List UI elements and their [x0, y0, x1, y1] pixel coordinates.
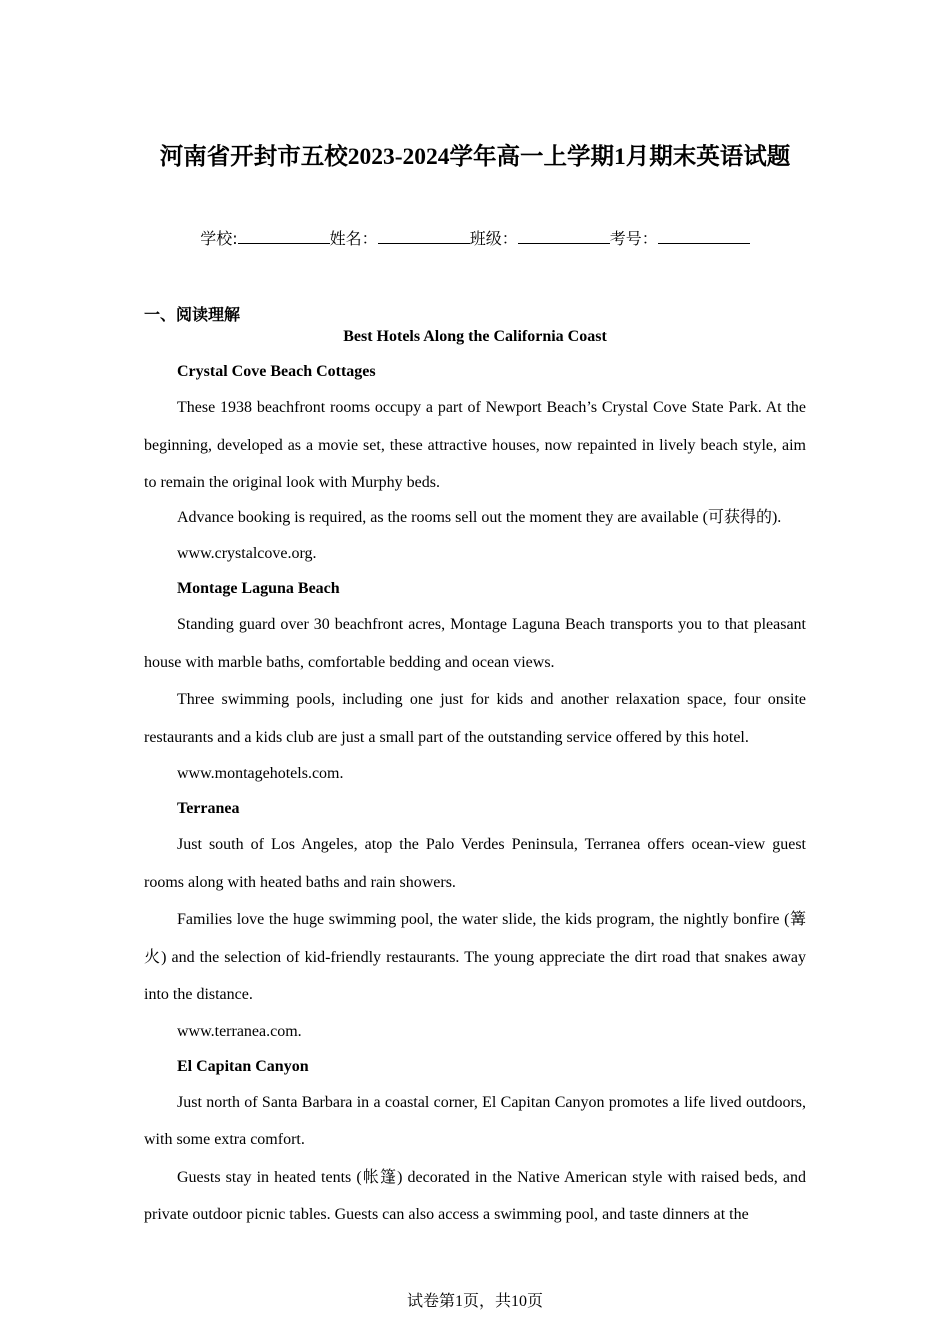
class-label: 班级：: [469, 229, 518, 248]
hotel-url: www.terranea.com.: [177, 1022, 302, 1040]
school-blank[interactable]: [238, 229, 330, 244]
section-heading: 一、阅读理解: [144, 305, 241, 324]
student-info-line: [0, 226, 950, 249]
hotel-paragraph: Guests stay in heated tents (帐篷) decorated in the Native American style with raised beds, and private outdoor picnic tables. Guests can also access a swimming pool, and taste dinners at the: [144, 1168, 806, 1223]
number-label: 考号：: [609, 229, 658, 248]
hotel-name: El Capitan Canyon: [177, 1057, 309, 1075]
name-label: 姓名：: [329, 229, 378, 248]
passage: [144, 320, 806, 1234]
passage-title: Best Hotels Along the California Coast: [343, 328, 607, 345]
hotel-name: Montage Laguna Beach: [177, 580, 340, 597]
class-blank[interactable]: [518, 229, 610, 244]
hotel-name: Crystal Cove Beach Cottages: [177, 363, 376, 380]
hotel-paragraph: Just south of Los Angeles, atop the Palo Verdes Peninsula, Terranea offers ocean-view guest rooms along with heated baths and rain showers.: [144, 836, 806, 891]
hotel-paragraph: Advance booking is required, as the rooms sell out the moment they are available (可获得的).: [177, 508, 782, 526]
hotel-url: www.crystalcove.org.: [177, 545, 317, 562]
school-label: 学校:: [200, 229, 238, 248]
hotel-paragraph: Families love the huge swimming pool, the water slide, the kids program, the nightly bonfire (篝火) and the selection of kid-friendly restaurants. The young appreciate the dirt road that snakes away into the distance.: [144, 911, 806, 1003]
hotel-paragraph: These 1938 beachfront rooms occupy a part of Newport Beach’s Crystal Cove State Park. At the beginning, developed as a movie set, these attractive houses, now repainted in lively beach style, aim to remain the original look with Murphy beds.: [144, 399, 806, 491]
hotel-paragraph: Three swimming pools, including one just for kids and another relaxation space, four onsite restaurants and a kids club are just a small part of the outstanding service offered by this hotel.: [144, 691, 806, 746]
exam-title: 河南省开封市五校2023-2024学年高一上学期1月期末英语试题: [159, 144, 791, 170]
hotel-paragraph: Standing guard over 30 beachfront acres, Montage Laguna Beach transports you to that pleasant house with marble baths, comfortable bedding and ocean views.: [144, 616, 806, 671]
number-blank[interactable]: [658, 229, 750, 244]
hotel-name: Terranea: [177, 800, 240, 817]
hotel-url: www.montagehotels.com.: [177, 765, 344, 782]
hotel-paragraph: Just north of Santa Barbara in a coastal corner, El Capitan Canyon promotes a life lived outdoors, with some extra comfort.: [144, 1093, 806, 1148]
page-footer: 试卷第1页，共10页: [406, 1293, 543, 1310]
name-blank[interactable]: [378, 229, 470, 244]
